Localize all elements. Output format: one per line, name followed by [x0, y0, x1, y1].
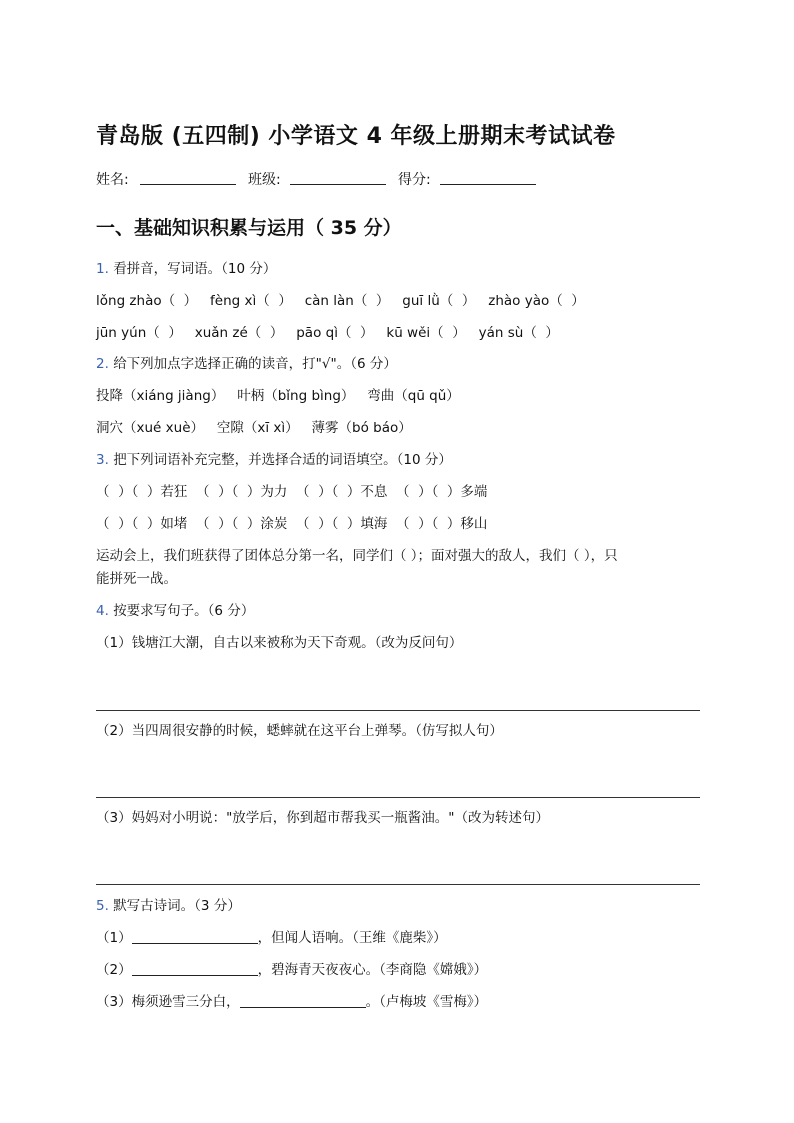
poem-line-3: [96, 990, 487, 1010]
pinyin-row-2: jūn yún（ ） xuǎn zé（ ） pāo qì（ ） kū wěi（ ） yán sù（ ）: [96, 325, 559, 341]
answer-line-1[interactable]: [96, 710, 700, 711]
class-label: 班级:: [248, 172, 281, 188]
question-number: 4.: [96, 603, 109, 619]
poem-blank-1[interactable]: [132, 929, 258, 944]
question-2: [96, 352, 397, 372]
reading-row-2: 洞穴（xué xuè） 空隙（xī xì） 薄雾（bó báo）: [96, 420, 412, 436]
idiom-row-2: （ ）（ ）如堵 （ ）（ ）涂炭 （ ）（ ）填海 （ ）（ ）移山: [96, 516, 488, 532]
question-text: 给下列加点字选择正确的读音，打"√"。（6 分）: [113, 356, 397, 372]
class-field[interactable]: [290, 184, 386, 185]
poem-suffix: ，但闻人语响。（王维《鹿柴》）: [257, 930, 447, 946]
question-number: 5.: [96, 898, 109, 914]
question-number: 3.: [96, 452, 109, 468]
name-field[interactable]: [140, 184, 236, 185]
sentence-task-3: （3）妈妈对小明说："放学后，你到超市帮我买一瓶酱油。"（改为转述句）: [96, 810, 550, 826]
question-3: [96, 448, 452, 468]
idiom-row-1: （ ）（ ）若狂 （ ）（ ）为力 （ ）（ ）不息 （ ）（ ）多端: [96, 484, 488, 500]
page-title: 青岛版 (五四制) 小学语文 4 年级上册期末考试试卷: [96, 124, 616, 149]
sentence-task-1: （1）钱塘江大潮，自古以来被称为天下奇观。（改为反问句）: [96, 635, 463, 651]
answer-line-3[interactable]: [96, 884, 700, 885]
question-5: [96, 894, 241, 914]
poem-prefix: （1）: [96, 930, 132, 946]
pinyin-row-1: lǒng zhào（ ） fèng xì（ ） càn làn（ ） guī lǜ（ ） zhào yào（ ）: [96, 293, 585, 309]
fill-paragraph-line-2: 能拼死一战。: [96, 571, 177, 587]
sentence-task-2: （2）当四周很安静的时候，蟋蟀就在这平台上弹琴。（仿写拟人句）: [96, 723, 503, 739]
poem-blank-2[interactable]: [132, 961, 258, 976]
fill-paragraph-line-1: 运动会上，我们班获得了团体总分第一名，同学们（ ）；面对强大的敌人，我们（ ），只: [96, 548, 618, 564]
question-text: 默写古诗词。（3 分）: [113, 898, 241, 914]
score-field[interactable]: [440, 184, 536, 185]
question-4: [96, 599, 254, 619]
poem-line-1: [96, 926, 447, 946]
section-heading: 一、基础知识积累与运用（ 35 分）: [96, 217, 402, 239]
poem-prefix: （2）: [96, 962, 132, 978]
reading-row-1: 投降（xiáng jiàng） 叶柄（bǐng bìng） 弯曲（qū qǔ）: [96, 388, 460, 404]
poem-line-2: [96, 958, 487, 978]
poem-suffix: 。（卢梅坡《雪梅》）: [365, 994, 488, 1010]
question-number: 1.: [96, 261, 109, 277]
question-text: 看拼音，写词语。（10 分）: [113, 261, 277, 277]
question-number: 2.: [96, 356, 109, 372]
question-text: 按要求写句子。（6 分）: [113, 603, 255, 619]
poem-suffix: ，碧海青天夜夜心。（李商隐《嫦娥》）: [257, 962, 488, 978]
score-label: 得分:: [398, 172, 431, 188]
answer-line-2[interactable]: [96, 797, 700, 798]
poem-blank-3[interactable]: [240, 993, 366, 1008]
name-label: 姓名:: [96, 172, 129, 188]
question-1: [96, 257, 276, 277]
question-text: 把下列词语补充完整，并选择合适的词语填空。（10 分）: [113, 452, 452, 468]
poem-prefix: （3）梅须逊雪三分白，: [96, 994, 240, 1010]
